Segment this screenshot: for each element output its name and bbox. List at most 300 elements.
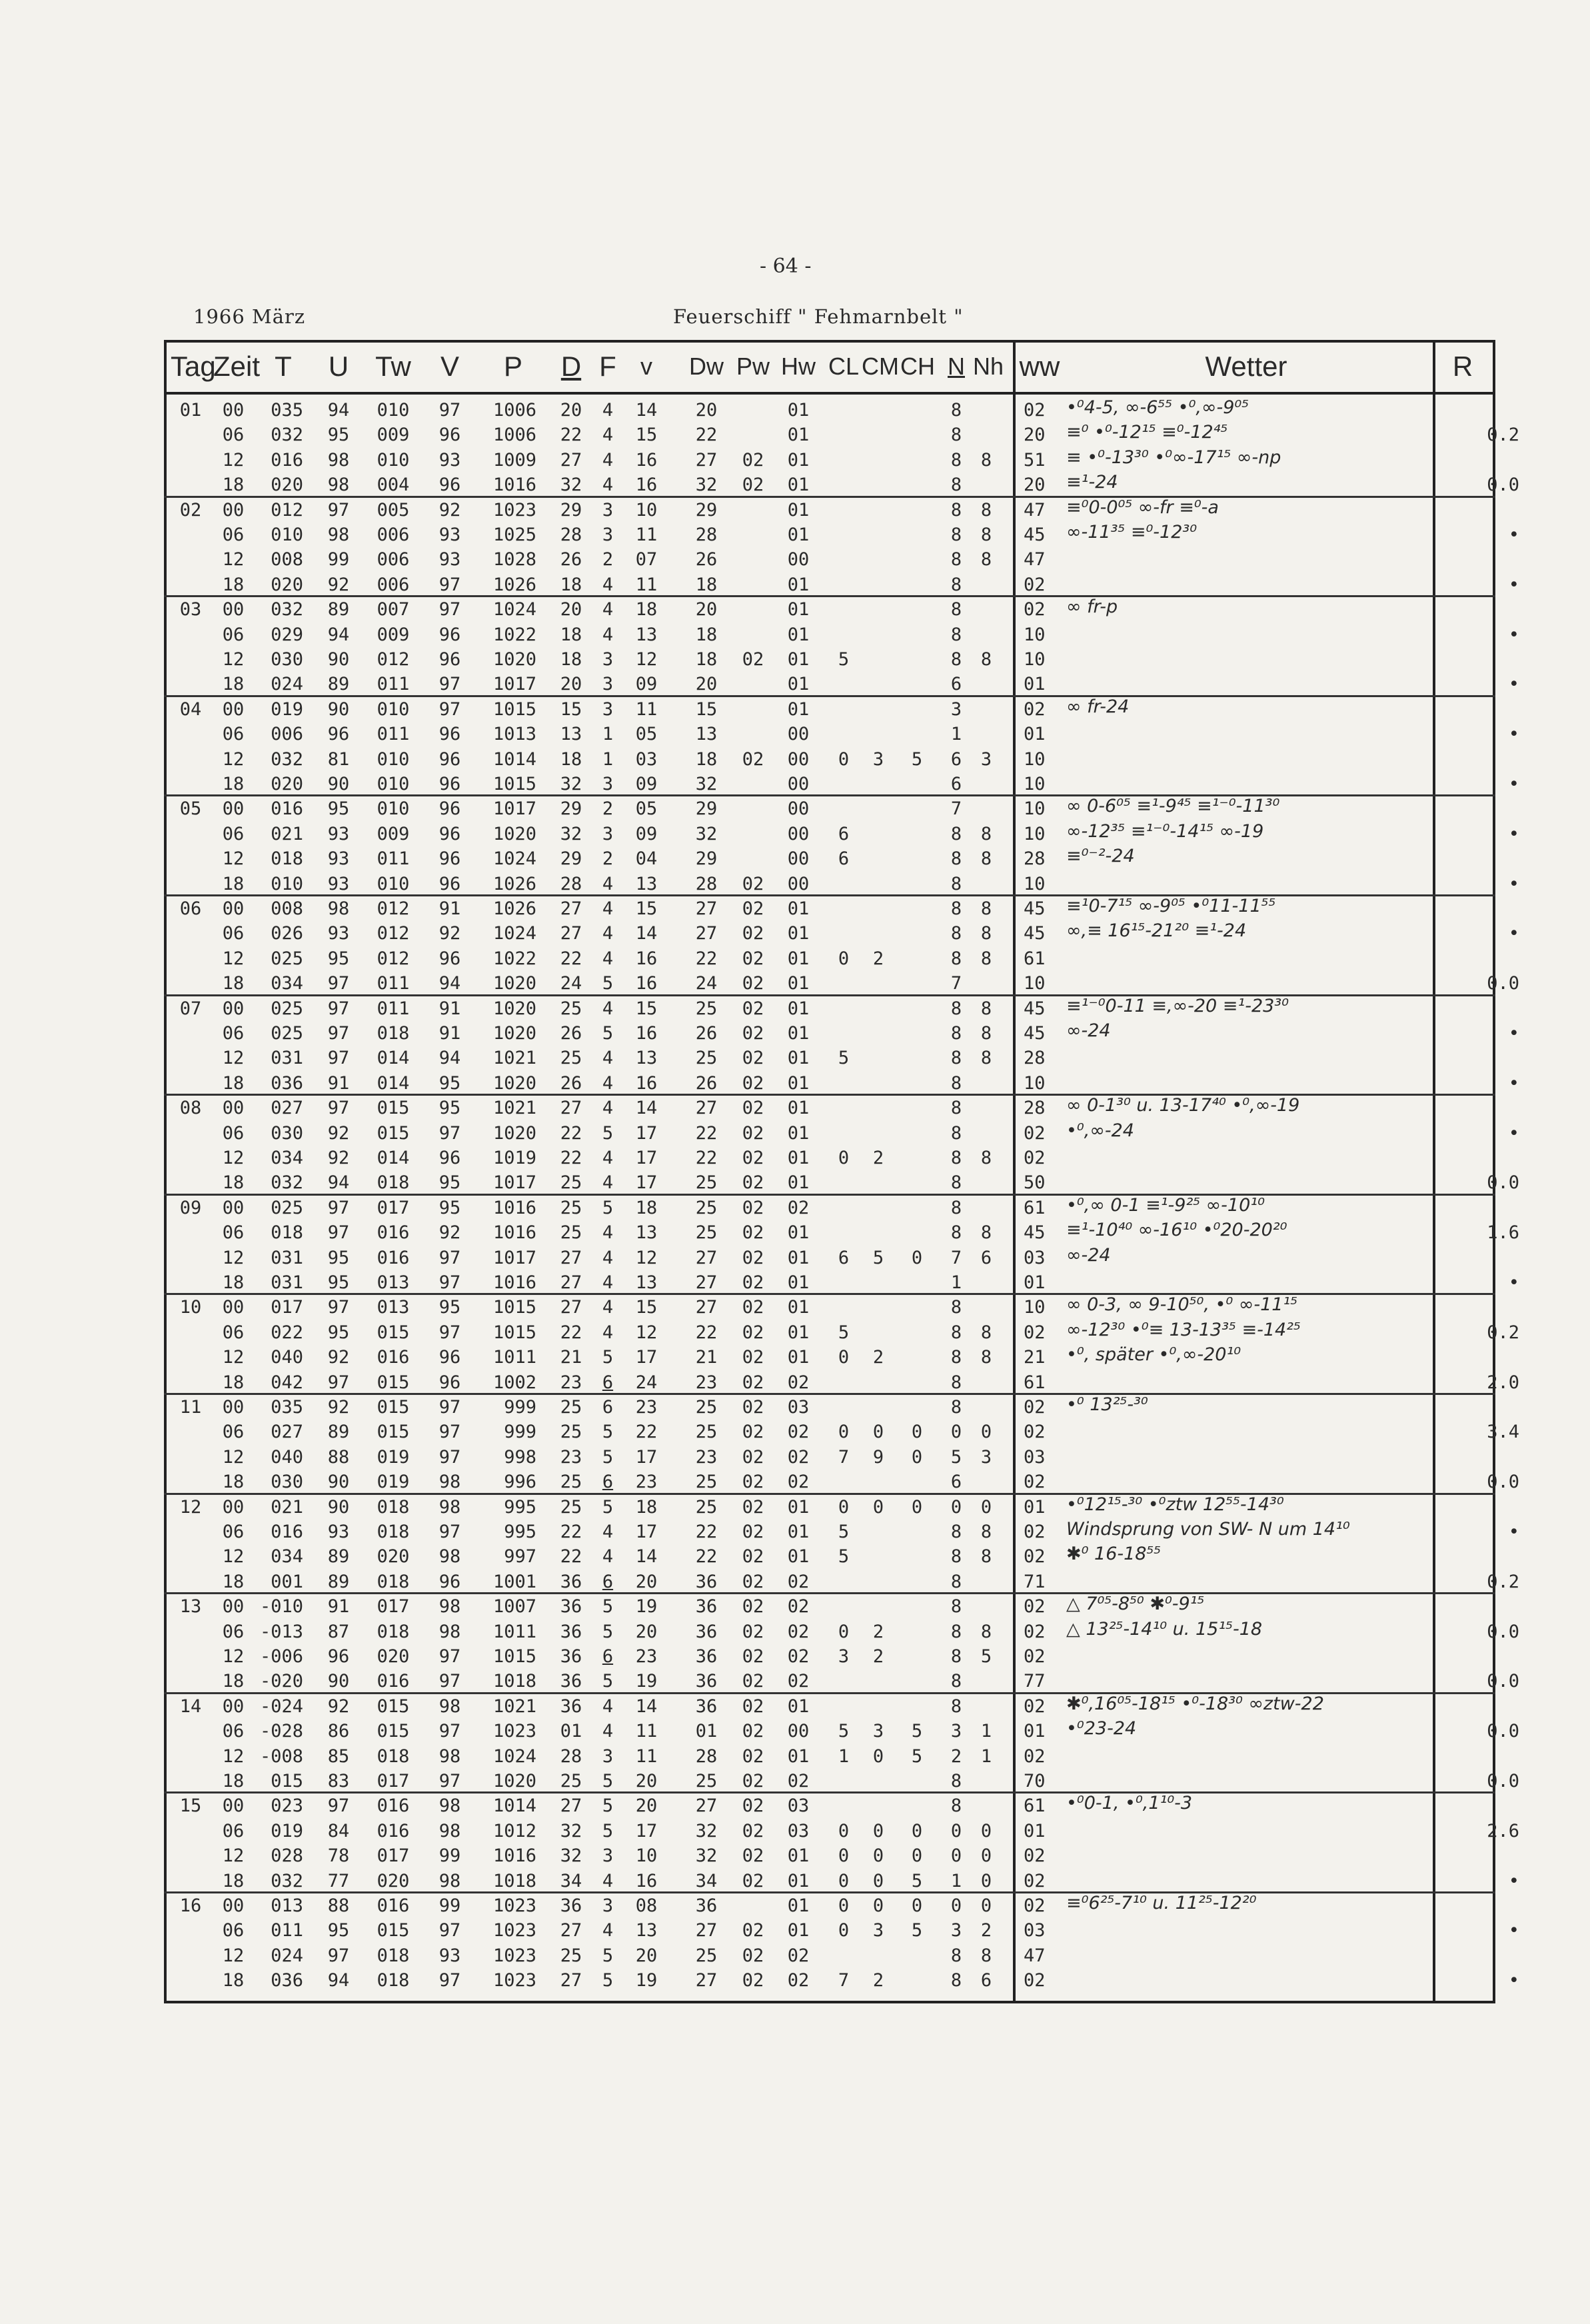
cell-t: 011 bbox=[271, 1920, 303, 1941]
cell-v: 95 bbox=[438, 1297, 461, 1318]
cell-dw: 27 bbox=[695, 1098, 718, 1119]
cell-vv: 17 bbox=[635, 1522, 658, 1542]
ww-code: 03 bbox=[1024, 1247, 1046, 1268]
cell-f: 5 bbox=[602, 1347, 614, 1368]
cell-n: 8 bbox=[950, 848, 962, 870]
cell-tw: 017 bbox=[377, 1197, 410, 1218]
cell-dw: 25 bbox=[695, 1172, 718, 1194]
cell-f: 5 bbox=[602, 1023, 614, 1044]
cell-d: 32 bbox=[560, 1845, 582, 1867]
cell-u: 87 bbox=[327, 1621, 350, 1642]
weather-remark: ∞ 0-6⁰⁵ ≡¹-9⁴⁵ ≡¹⁻⁰-11³⁰ bbox=[1066, 796, 1280, 817]
cell-f: 4 bbox=[602, 1272, 614, 1293]
cell-vv: 24 bbox=[635, 1372, 658, 1393]
cell-cm: 9 bbox=[872, 1446, 884, 1468]
precip-value: 0.0 bbox=[1487, 475, 1519, 496]
cell-dw: 29 bbox=[695, 798, 718, 820]
precip-value: 0.0 bbox=[1487, 973, 1519, 994]
cell-u: 91 bbox=[327, 1596, 350, 1618]
cell-d: 36 bbox=[560, 1571, 582, 1592]
cell-p: 1020 bbox=[492, 823, 536, 844]
ww-code: 61 bbox=[1024, 1372, 1046, 1393]
time-cell: 18 bbox=[222, 1671, 245, 1692]
cell-cl: 0 bbox=[838, 748, 850, 770]
cell-d: 24 bbox=[560, 973, 582, 994]
cell-t: -013 bbox=[259, 1621, 303, 1642]
cell-p: 1017 bbox=[492, 798, 536, 820]
cell-f: 2 bbox=[602, 848, 614, 870]
cell-f: 4 bbox=[602, 998, 614, 1019]
cell-vv: 17 bbox=[635, 1347, 658, 1368]
precip-value: • bbox=[1508, 724, 1519, 745]
cell-dw: 25 bbox=[695, 1222, 718, 1244]
cell-hw: 01 bbox=[787, 574, 810, 595]
cell-tw: 018 bbox=[377, 1571, 410, 1592]
cell-u: 89 bbox=[327, 1546, 350, 1568]
ww-code: 10 bbox=[1024, 624, 1046, 645]
precip-value: 0.0 bbox=[1487, 1721, 1519, 1742]
ww-code: 02 bbox=[1024, 1970, 1046, 1991]
cell-f: 3 bbox=[602, 774, 614, 794]
cell-dw: 26 bbox=[695, 1072, 718, 1094]
ww-code: 02 bbox=[1024, 1646, 1046, 1667]
cell-n: 8 bbox=[950, 1197, 962, 1218]
ww-code: 10 bbox=[1024, 774, 1046, 794]
cell-cm: 3 bbox=[872, 1721, 884, 1742]
cell-t: 025 bbox=[271, 1197, 303, 1218]
cell-f: 3 bbox=[602, 1895, 614, 1916]
cell-nh: 8 bbox=[980, 1945, 992, 1966]
cell-t: 027 bbox=[271, 1422, 303, 1443]
cell-n: 1 bbox=[950, 1870, 962, 1891]
cell-d: 27 bbox=[560, 1920, 582, 1941]
cell-n: 8 bbox=[950, 1771, 962, 1791]
cell-f: 3 bbox=[602, 698, 614, 720]
cell-pw: 02 bbox=[742, 1771, 764, 1791]
time-cell: 18 bbox=[222, 973, 245, 994]
cell-u: 97 bbox=[327, 1023, 350, 1044]
cell-hw: 01 bbox=[787, 1870, 810, 1891]
weather-remark: ≡⁰6²⁵-7¹⁰ u. 11²⁵-12²⁰ bbox=[1066, 1893, 1257, 1913]
cell-vv: 16 bbox=[635, 1023, 658, 1044]
cell-cl: 0 bbox=[838, 1148, 850, 1168]
cell-v: 97 bbox=[438, 1446, 461, 1468]
cell-t: 015 bbox=[271, 1771, 303, 1791]
cell-v: 97 bbox=[438, 1122, 461, 1144]
col-header-tw: Tw bbox=[375, 351, 411, 382]
time-cell: 12 bbox=[222, 1845, 245, 1867]
cell-pw: 02 bbox=[742, 1446, 764, 1468]
cell-vv: 15 bbox=[635, 898, 658, 919]
cell-n: 8 bbox=[950, 1671, 962, 1692]
cell-t: 035 bbox=[271, 1397, 303, 1418]
cell-hw: 01 bbox=[787, 948, 810, 969]
weather-remark: ∞-12³⁵ ≡¹⁻⁰-14¹⁵ ∞-19 bbox=[1066, 820, 1264, 842]
cell-v: 96 bbox=[438, 1372, 461, 1393]
time-cell: 12 bbox=[222, 748, 245, 770]
day-number: 04 bbox=[179, 698, 202, 720]
cell-u: 94 bbox=[327, 1172, 350, 1194]
cell-u: 93 bbox=[327, 873, 350, 894]
cell-dw: 25 bbox=[695, 1472, 718, 1493]
cell-tw: 013 bbox=[377, 1297, 410, 1318]
cell-vv: 11 bbox=[635, 525, 658, 545]
cell-n: 8 bbox=[950, 449, 962, 471]
cell-hw: 02 bbox=[787, 1646, 810, 1667]
cell-d: 21 bbox=[560, 1347, 582, 1368]
cell-hw: 01 bbox=[787, 1098, 810, 1119]
cell-hw: 01 bbox=[787, 1546, 810, 1568]
col-header-d: D bbox=[560, 351, 582, 382]
cell-n: 8 bbox=[950, 549, 962, 571]
cell-d: 27 bbox=[560, 1247, 582, 1268]
cell-t: 017 bbox=[271, 1297, 303, 1318]
cell-cm: 2 bbox=[872, 1347, 884, 1368]
cell-cm: 2 bbox=[872, 1970, 884, 1991]
cell-f: 4 bbox=[602, 1072, 614, 1094]
cell-u: 86 bbox=[327, 1721, 350, 1742]
weather-remark: •⁰23-24 bbox=[1066, 1718, 1137, 1740]
cell-f: 6 bbox=[602, 1571, 614, 1592]
cell-cm: 0 bbox=[872, 1422, 884, 1443]
cell-pw: 02 bbox=[742, 1322, 764, 1343]
cell-p: 1015 bbox=[492, 698, 536, 720]
cell-p: 1021 bbox=[492, 1696, 536, 1717]
cell-t: 032 bbox=[271, 1172, 303, 1194]
cell-cl: 7 bbox=[838, 1446, 850, 1468]
cell-cm: 0 bbox=[872, 1895, 884, 1916]
cell-u: 89 bbox=[327, 1571, 350, 1592]
cell-vv: 16 bbox=[635, 449, 658, 471]
cell-f: 4 bbox=[602, 1721, 614, 1742]
cell-tw: 020 bbox=[377, 1870, 410, 1891]
cell-p: 1006 bbox=[492, 400, 536, 421]
cell-vv: 18 bbox=[635, 599, 658, 620]
ww-code: 47 bbox=[1024, 1945, 1046, 1966]
cell-d: 28 bbox=[560, 525, 582, 545]
cell-v: 98 bbox=[438, 1621, 461, 1642]
cell-cl: 5 bbox=[838, 649, 850, 670]
cell-d: 27 bbox=[560, 1098, 582, 1119]
day-separator bbox=[164, 595, 1495, 597]
cell-vv: 18 bbox=[635, 1197, 658, 1218]
cell-n: 8 bbox=[950, 898, 962, 919]
cell-d: 29 bbox=[560, 798, 582, 820]
day-separator bbox=[164, 496, 1495, 498]
day-separator bbox=[164, 1393, 1495, 1395]
cell-p: 999 bbox=[504, 1422, 536, 1443]
cell-t: 018 bbox=[271, 848, 303, 870]
weather-remark: △ 13²⁵-14¹⁰ u. 15¹⁵-18 bbox=[1066, 1618, 1263, 1640]
cell-v: 97 bbox=[438, 1422, 461, 1443]
cell-ch: 0 bbox=[911, 1247, 923, 1268]
cell-pw: 02 bbox=[742, 1397, 764, 1418]
time-cell: 12 bbox=[222, 1347, 245, 1368]
cell-t: -020 bbox=[259, 1671, 303, 1692]
cell-v: 96 bbox=[438, 798, 461, 820]
precip-value: • bbox=[1508, 1522, 1519, 1542]
cell-cl: 0 bbox=[838, 1621, 850, 1642]
cell-v: 94 bbox=[438, 973, 461, 994]
ww-code: 02 bbox=[1024, 1696, 1046, 1717]
cell-u: 90 bbox=[327, 649, 350, 670]
cell-v: 93 bbox=[438, 449, 461, 471]
time-cell: 06 bbox=[222, 1222, 245, 1244]
cell-f: 4 bbox=[602, 449, 614, 471]
cell-pw: 02 bbox=[742, 1721, 764, 1742]
time-cell: 12 bbox=[222, 1546, 245, 1568]
cell-v: 92 bbox=[438, 923, 461, 944]
cell-p: 1024 bbox=[492, 923, 536, 944]
cell-p: 1022 bbox=[492, 948, 536, 969]
cell-n: 8 bbox=[950, 1322, 962, 1343]
cell-vv: 07 bbox=[635, 549, 658, 571]
cell-ch: 0 bbox=[911, 1496, 923, 1518]
cell-vv: 20 bbox=[635, 1571, 658, 1592]
cell-t: 036 bbox=[271, 1970, 303, 1991]
ww-code: 02 bbox=[1024, 1472, 1046, 1493]
ww-code: 77 bbox=[1024, 1671, 1046, 1692]
cell-v: 97 bbox=[438, 1272, 461, 1293]
cell-t: 028 bbox=[271, 1845, 303, 1867]
cell-f: 6 bbox=[602, 1372, 614, 1393]
station-title: Feuerschiff " Fehmarnbelt " bbox=[673, 305, 964, 328]
cell-dw: 24 bbox=[695, 973, 718, 994]
cell-v: 92 bbox=[438, 499, 461, 521]
day-separator bbox=[164, 894, 1495, 896]
ww-code: 61 bbox=[1024, 948, 1046, 969]
cell-tw: 006 bbox=[377, 574, 410, 595]
time-cell: 12 bbox=[222, 1945, 245, 1966]
cell-t: 025 bbox=[271, 998, 303, 1019]
cell-p: 1023 bbox=[492, 499, 536, 521]
cell-dw: 27 bbox=[695, 1272, 718, 1293]
cell-hw: 01 bbox=[787, 1895, 810, 1916]
cell-p: 1016 bbox=[492, 1272, 536, 1293]
cell-v: 96 bbox=[438, 948, 461, 969]
cell-nh: 5 bbox=[980, 1646, 992, 1667]
cell-d: 25 bbox=[560, 1771, 582, 1791]
cell-dw: 22 bbox=[695, 425, 718, 446]
cell-f: 4 bbox=[602, 1297, 614, 1318]
ww-code: 01 bbox=[1024, 674, 1046, 695]
cell-t: 024 bbox=[271, 674, 303, 695]
cell-v: 97 bbox=[438, 574, 461, 595]
day-number: 09 bbox=[179, 1197, 202, 1218]
cell-tw: 018 bbox=[377, 1745, 410, 1767]
cell-d: 28 bbox=[560, 873, 582, 894]
cell-f: 3 bbox=[602, 823, 614, 844]
precip-value: 0.0 bbox=[1487, 1671, 1519, 1692]
col-header-nh: Nh bbox=[973, 353, 1004, 380]
cell-pw: 02 bbox=[742, 1247, 764, 1268]
time-cell: 06 bbox=[222, 425, 245, 446]
day-number: 16 bbox=[179, 1895, 202, 1916]
day-number: 15 bbox=[179, 1795, 202, 1817]
time-cell: 18 bbox=[222, 574, 245, 595]
cell-pw: 02 bbox=[742, 1048, 764, 1069]
weather-remark: •⁰4-5, ∞-6⁵⁵ •⁰,∞-9⁰⁵ bbox=[1066, 397, 1249, 418]
cell-tw: 017 bbox=[377, 1596, 410, 1618]
cell-u: 96 bbox=[327, 1646, 350, 1667]
cell-d: 28 bbox=[560, 1745, 582, 1767]
cell-dw: 18 bbox=[695, 624, 718, 645]
cell-ch: 5 bbox=[911, 1721, 923, 1742]
cell-dw: 27 bbox=[695, 923, 718, 944]
time-cell: 18 bbox=[222, 1571, 245, 1592]
cell-hw: 01 bbox=[787, 698, 810, 720]
cell-v: 98 bbox=[438, 1546, 461, 1568]
cell-t: -024 bbox=[259, 1696, 303, 1717]
cell-hw: 01 bbox=[787, 425, 810, 446]
cell-d: 25 bbox=[560, 998, 582, 1019]
ww-code: 02 bbox=[1024, 1596, 1046, 1618]
day-separator bbox=[164, 1791, 1495, 1793]
cell-n: 8 bbox=[950, 1072, 962, 1094]
cell-nh: 2 bbox=[980, 1920, 992, 1941]
weather-remark: •⁰, später •⁰,∞-20¹⁰ bbox=[1066, 1344, 1241, 1366]
cell-dw: 28 bbox=[695, 873, 718, 894]
cell-v: 97 bbox=[438, 1970, 461, 1991]
cell-f: 5 bbox=[602, 1970, 614, 1991]
cell-nh: 8 bbox=[980, 525, 992, 545]
cell-cm: 2 bbox=[872, 1621, 884, 1642]
cell-f: 4 bbox=[602, 475, 614, 496]
cell-pw: 02 bbox=[742, 475, 764, 496]
cell-dw: 22 bbox=[695, 1522, 718, 1542]
cell-f: 1 bbox=[602, 748, 614, 770]
ww-code: 45 bbox=[1024, 1222, 1046, 1244]
cell-vv: 14 bbox=[635, 1696, 658, 1717]
cell-u: 98 bbox=[327, 525, 350, 545]
cell-vv: 11 bbox=[635, 1745, 658, 1767]
time-cell: 00 bbox=[222, 1795, 245, 1817]
cell-v: 98 bbox=[438, 1795, 461, 1817]
cell-f: 4 bbox=[602, 1322, 614, 1343]
cell-f: 3 bbox=[602, 649, 614, 670]
cell-u: 95 bbox=[327, 1322, 350, 1343]
time-cell: 12 bbox=[222, 1148, 245, 1168]
cell-vv: 20 bbox=[635, 1795, 658, 1817]
cell-hw: 02 bbox=[787, 1621, 810, 1642]
cell-p: 1022 bbox=[492, 624, 536, 645]
cell-tw: 015 bbox=[377, 1372, 410, 1393]
cell-dw: 27 bbox=[695, 449, 718, 471]
cell-n: 8 bbox=[950, 873, 962, 894]
precip-value: 0.0 bbox=[1487, 1472, 1519, 1493]
time-cell: 00 bbox=[222, 499, 245, 521]
cell-hw: 00 bbox=[787, 798, 810, 820]
cell-tw: 018 bbox=[377, 1496, 410, 1518]
cell-cl: 0 bbox=[838, 1820, 850, 1841]
cell-vv: 15 bbox=[635, 1297, 658, 1318]
day-number: 12 bbox=[179, 1496, 202, 1518]
cell-dw: 25 bbox=[695, 998, 718, 1019]
cell-cm: 3 bbox=[872, 1920, 884, 1941]
cell-dw: 34 bbox=[695, 1870, 718, 1891]
cell-nh: 8 bbox=[980, 948, 992, 969]
cell-v: 98 bbox=[438, 1870, 461, 1891]
cell-hw: 02 bbox=[787, 1197, 810, 1218]
cell-dw: 28 bbox=[695, 525, 718, 545]
cell-dw: 36 bbox=[695, 1596, 718, 1618]
cell-u: 89 bbox=[327, 599, 350, 620]
day-separator bbox=[164, 1194, 1495, 1196]
cell-tw: 018 bbox=[377, 1621, 410, 1642]
cell-f: 5 bbox=[602, 973, 614, 994]
col-header-r: R bbox=[1452, 351, 1473, 382]
cell-hw: 01 bbox=[787, 1023, 810, 1044]
cell-nh: 8 bbox=[980, 549, 992, 571]
cell-nh: 8 bbox=[980, 848, 992, 870]
cell-f: 6 bbox=[602, 1397, 614, 1418]
cell-d: 22 bbox=[560, 1122, 582, 1144]
cell-hw: 01 bbox=[787, 599, 810, 620]
cell-p: 1012 bbox=[492, 1820, 536, 1841]
cell-cm: 0 bbox=[872, 1496, 884, 1518]
cell-p: 1006 bbox=[492, 425, 536, 446]
cell-p: 998 bbox=[504, 1446, 536, 1468]
cell-dw: 25 bbox=[695, 1945, 718, 1966]
cell-n: 8 bbox=[950, 1048, 962, 1069]
cell-vv: 14 bbox=[635, 1546, 658, 1568]
cell-n: 8 bbox=[950, 1148, 962, 1168]
cell-pw: 02 bbox=[742, 1945, 764, 1966]
cell-p: 1026 bbox=[492, 898, 536, 919]
ww-code: 02 bbox=[1024, 1122, 1046, 1144]
ww-code: 02 bbox=[1024, 1546, 1046, 1568]
ww-code: 02 bbox=[1024, 1148, 1046, 1168]
cell-hw: 00 bbox=[787, 823, 810, 844]
cell-f: 5 bbox=[602, 1122, 614, 1144]
weather-remark: ≡ •⁰-13³⁰ •⁰∞-17¹⁵ ∞-np bbox=[1066, 447, 1281, 468]
cell-u: 95 bbox=[327, 1920, 350, 1941]
cell-t: 010 bbox=[271, 525, 303, 545]
cell-d: 22 bbox=[560, 1322, 582, 1343]
cell-t: 012 bbox=[271, 499, 303, 521]
ww-code: 02 bbox=[1024, 1422, 1046, 1443]
cell-n: 5 bbox=[950, 1446, 962, 1468]
cell-p: 1028 bbox=[492, 549, 536, 571]
time-cell: 00 bbox=[222, 1496, 245, 1518]
cell-d: 26 bbox=[560, 549, 582, 571]
cell-ch: 0 bbox=[911, 1895, 923, 1916]
cell-tw: 016 bbox=[377, 1795, 410, 1817]
cell-u: 97 bbox=[327, 973, 350, 994]
cell-u: 97 bbox=[327, 1048, 350, 1069]
precip-value: 0.2 bbox=[1487, 425, 1519, 446]
cell-p: 1015 bbox=[492, 1297, 536, 1318]
cell-t: -006 bbox=[259, 1646, 303, 1667]
cell-d: 18 bbox=[560, 574, 582, 595]
cell-hw: 01 bbox=[787, 674, 810, 695]
cell-t: -008 bbox=[259, 1745, 303, 1767]
col-header-hw: Hw bbox=[781, 353, 816, 380]
ww-code: 10 bbox=[1024, 823, 1046, 844]
precip-value: • bbox=[1508, 674, 1519, 695]
cell-vv: 13 bbox=[635, 624, 658, 645]
cell-hw: 02 bbox=[787, 1671, 810, 1692]
cell-v: 96 bbox=[438, 649, 461, 670]
cell-vv: 13 bbox=[635, 1920, 658, 1941]
weather-remark: ✱⁰ 16-18⁵⁵ bbox=[1066, 1544, 1162, 1565]
cell-dw: 36 bbox=[695, 1621, 718, 1642]
cell-n: 8 bbox=[950, 475, 962, 496]
cell-hw: 01 bbox=[787, 898, 810, 919]
cell-dw: 18 bbox=[695, 748, 718, 770]
cell-v: 97 bbox=[438, 400, 461, 421]
cell-pw: 02 bbox=[742, 1671, 764, 1692]
